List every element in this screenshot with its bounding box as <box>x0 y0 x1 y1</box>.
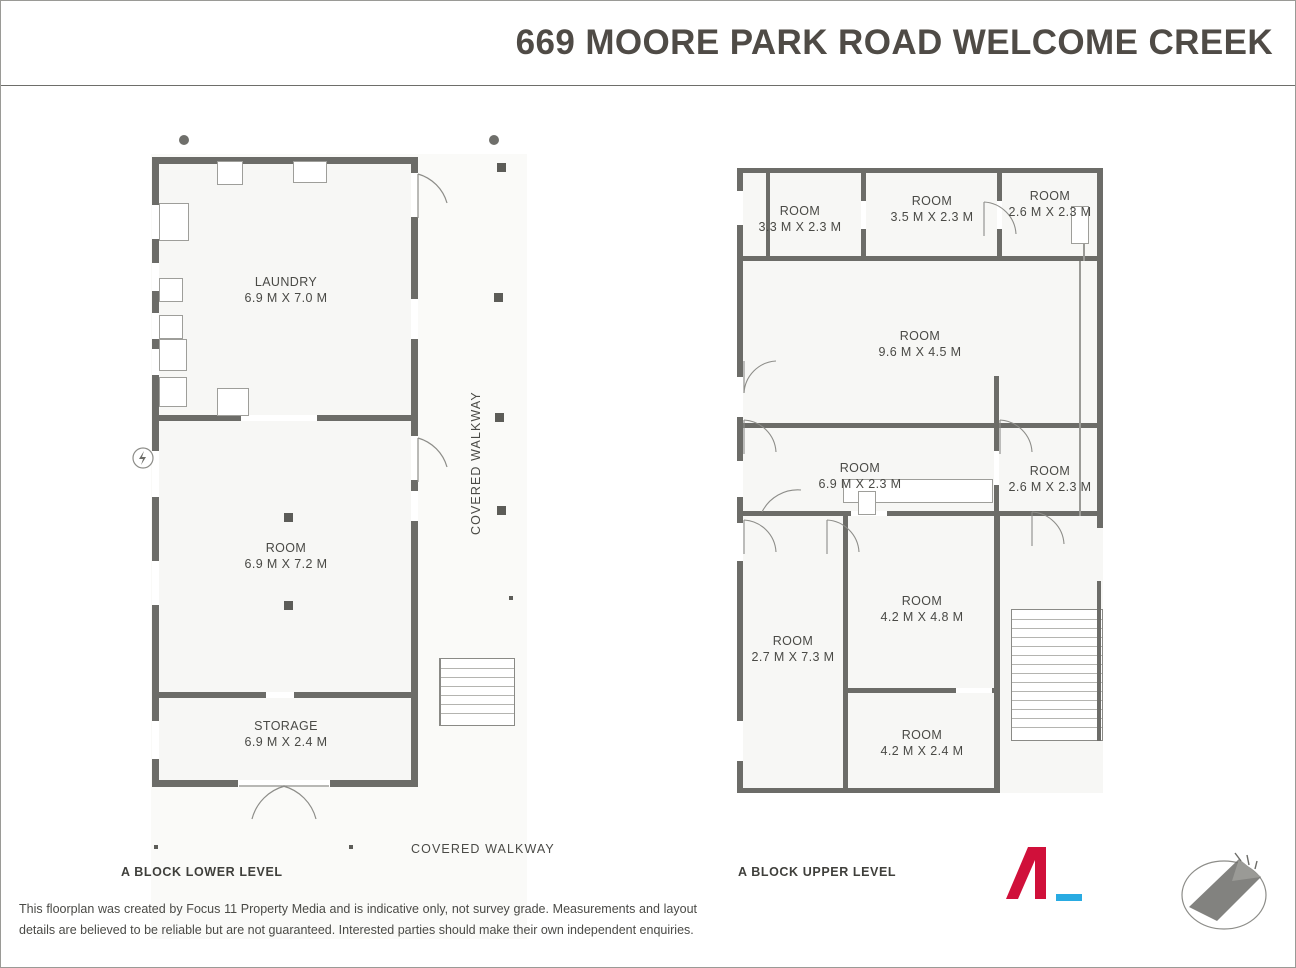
door-swing-u3 <box>743 519 781 555</box>
stairs-lower <box>439 658 515 726</box>
wall-gap-u5 <box>737 721 743 761</box>
stairs-upper <box>1011 609 1103 741</box>
room-dimensions: 6.9 M X 7.0 M <box>244 291 328 305</box>
room-dimensions: 4.2 M X 2.4 M <box>880 744 964 758</box>
room-name: ROOM <box>901 728 943 742</box>
plan-a-block-upper-level <box>731 161 1131 901</box>
room-name: ROOM <box>772 634 814 648</box>
washer-icon-2 <box>159 315 183 339</box>
wall-gap-divider-2 <box>266 692 294 698</box>
stairs-upper-rail <box>1097 581 1101 741</box>
room-dimensions: 2.6 M X 2.3 M <box>1008 205 1092 219</box>
toilet-icon <box>858 491 876 515</box>
room-name: ROOM <box>1029 189 1071 203</box>
door-swing-u8 <box>761 489 821 513</box>
wall-gap-left-3 <box>152 313 159 339</box>
wall-gap-u3 <box>737 461 743 497</box>
laundry-cabinet-icon <box>293 161 327 183</box>
brand-accent-bar <box>1056 894 1082 901</box>
door-swing-u7 <box>1031 511 1069 547</box>
room-label-u7 <box>734 633 852 665</box>
room-label-u9 <box>861 727 983 759</box>
wall-gap-u8 <box>861 201 866 229</box>
post-square-8 <box>154 845 158 849</box>
wall-gap-left-2 <box>152 263 159 291</box>
wall-top-upper <box>737 168 1103 173</box>
compass-icon <box>1169 847 1279 937</box>
room-dimensions: 3.5 M X 2.3 M <box>890 210 974 224</box>
disclaimer-text: This floorplan was created by Focus 11 Property Media and is indicative only, not survey grade. Measurements and layout details are believed to be reliable but are not guaranteed. Interested parties should make their own independent enquiries. <box>19 902 697 937</box>
room-label-u8 <box>861 593 983 625</box>
wall-bigroom-divider <box>737 423 1103 428</box>
room-name: ROOM <box>839 461 881 475</box>
page-title: 669 MOORE PARK ROAD WELCOME CREEK <box>515 23 1273 62</box>
laundry-appliance-icon <box>217 388 249 416</box>
room-name: ROOM <box>899 329 941 343</box>
covered-walkway-vertical-label: COVERED WALKWAY <box>469 391 483 535</box>
room-label-u4 <box>859 328 981 360</box>
wall-gap-left-7 <box>152 721 159 759</box>
post-dot-2 <box>489 135 499 145</box>
room-dimensions: 2.7 M X 7.3 M <box>751 650 835 664</box>
stairs-rail <box>440 659 441 725</box>
wall-right-lower-upper <box>994 513 1000 793</box>
room-name: ROOM <box>1029 464 1071 478</box>
room-name: STORAGE <box>254 719 318 733</box>
door-swing-right-2 <box>417 437 451 483</box>
door-swing-u4 <box>826 519 864 555</box>
room-dimensions: 6.9 M X 7.2 M <box>244 557 328 571</box>
door-swing-bottom-2 <box>282 785 330 823</box>
wall-gap-u7 <box>956 688 992 693</box>
room-label-u5 <box>799 460 921 492</box>
room-name: ROOM <box>779 204 821 218</box>
electrical-meter-icon <box>131 446 155 470</box>
wall-gap-right-4 <box>411 491 418 521</box>
door-swing-right-1 <box>417 173 451 219</box>
room-label-room-1 <box>216 540 356 572</box>
brand-logo-icon <box>1006 847 1046 899</box>
laundry-bench-icon <box>159 203 189 241</box>
laundry-sink-icon <box>159 339 187 371</box>
wall-gap-right-2 <box>411 299 418 339</box>
room-dimensions: 2.6 M X 2.3 M <box>1008 480 1092 494</box>
header <box>1 1 1295 86</box>
wall-top <box>152 157 418 164</box>
door-swing-u6 <box>999 419 1037 455</box>
plan-caption-lower: A BLOCK LOWER LEVEL <box>121 865 283 879</box>
room-label-u2 <box>871 193 993 225</box>
room-label-u3 <box>993 188 1107 220</box>
room-label-u1 <box>741 203 859 235</box>
post-square-9 <box>349 845 353 849</box>
room-dimensions: 4.2 M X 4.8 M <box>880 610 964 624</box>
post-dot-1 <box>179 135 189 145</box>
post-square-4 <box>497 506 506 515</box>
laundry-window-icon <box>159 377 187 407</box>
covered-walkway-bottom-label: COVERED WALKWAY <box>411 842 555 856</box>
washer-icon-1 <box>159 278 183 302</box>
room-dimensions: 9.6 M X 4.5 M <box>878 345 962 359</box>
wall-bottom-upper <box>737 788 1000 793</box>
room-dimensions: 6.9 M X 2.4 M <box>244 735 328 749</box>
door-swing-u2 <box>743 359 781 395</box>
room-name: ROOM <box>901 594 943 608</box>
wall-gap-left-4 <box>152 349 159 375</box>
wall-top-band-divider <box>737 256 1103 261</box>
room-label-laundry <box>216 274 356 306</box>
room-dimensions: 6.9 M X 2.3 M <box>818 477 902 491</box>
post-square-7 <box>509 596 513 600</box>
wall-gap-divider-1 <box>241 415 317 421</box>
post-square-6 <box>284 601 293 610</box>
room-name: ROOM <box>265 541 307 555</box>
wall-gap-left-1 <box>152 205 159 239</box>
post-square-3 <box>495 413 504 422</box>
room-label-storage <box>216 718 356 750</box>
laundry-tub-icon <box>217 161 243 185</box>
room-label-u6 <box>991 463 1109 495</box>
door-swing-u1 <box>743 419 781 455</box>
door-swing-bottom-1 <box>238 785 286 823</box>
plan-caption-upper: A BLOCK UPPER LEVEL <box>738 865 897 879</box>
room-name: ROOM <box>911 194 953 208</box>
plan-a-block-lower-level <box>121 121 561 911</box>
post-square-1 <box>497 163 506 172</box>
wall-gap-left-6 <box>152 561 159 605</box>
post-square-5 <box>284 513 293 522</box>
room-dimensions: 3.3 M X 2.3 M <box>758 220 842 234</box>
post-square-2 <box>494 293 503 302</box>
room-name: LAUNDRY <box>254 275 318 289</box>
